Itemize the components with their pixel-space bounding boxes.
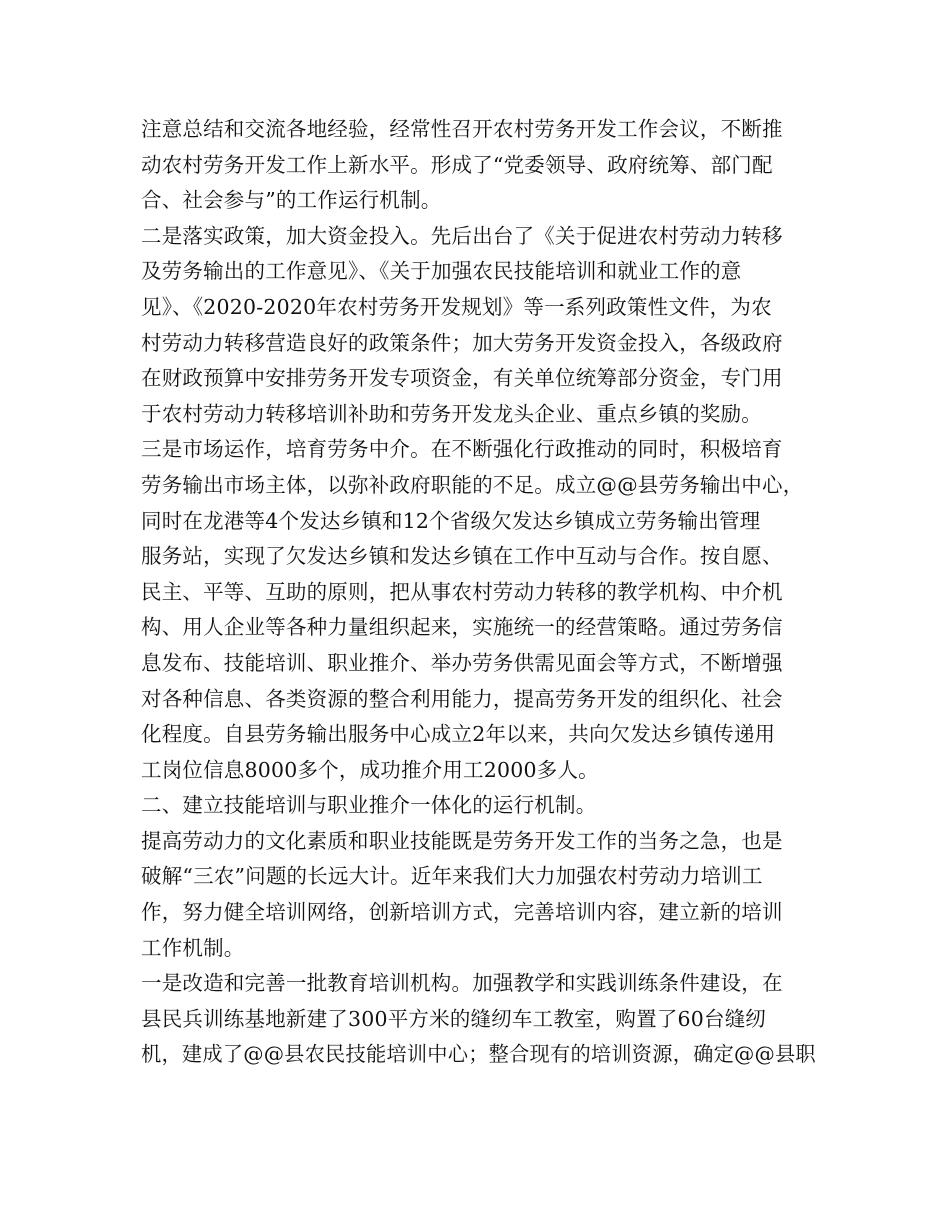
- text-line: 破解“三农”问题的长远大计。近年来我们大力加强农村劳动力培训工: [141, 864, 763, 889]
- text-line: 化程度。自县劳务输出服务中心成立2年以来，共向欠发达乡镇传递用: [141, 722, 776, 747]
- text-line: 构、用人企业等各种力量组织起来，实施统一的经营策略。通过劳务信: [141, 615, 783, 640]
- text-line: 见》、《2020-2020年农村劳务开发规划》等一系列政策性文件，为农: [141, 294, 772, 319]
- text-line: 服务站，实现了欠发达乡镇和发达乡镇在工作中互动与合作。按自愿、: [141, 544, 783, 569]
- text-line: 民主、平等、互助的原则，把从事农村劳动力转移的教学机构、中介机: [141, 579, 783, 604]
- text-line: 及劳务输出的工作意见》、《关于加强农民技能培训和就业工作的意: [141, 259, 742, 284]
- text-line: 村劳动力转移营造良好的政策条件；加大劳务开发资金投入，各级政府: [141, 330, 783, 355]
- text-line: 二是落实政策，加大资金投入。先后出台了《关于促进农村劳动力转移: [141, 223, 783, 248]
- text-line: 二、建立技能培训与职业推介一体化的运行机制。: [141, 793, 597, 818]
- text-line: 县民兵训练基地新建了300平方米的缝纫车工教室，购置了60台缝纫: [141, 1006, 767, 1031]
- text-line: 在财政预算中安排劳务开发专项资金，有关单位统筹部分资金，专门用: [141, 366, 783, 391]
- text-line: 工作机制。: [141, 935, 245, 960]
- text-line: 对各种信息、各类资源的整合利用能力，提高劳务开发的组织化、社会: [141, 686, 783, 711]
- text-line: 动农村劳务开发工作上新水平。形成了“党委领导、政府统筹、部门配: [141, 152, 773, 177]
- text-line: 三是市场运作，培育劳务中介。在不断强化行政推动的同时，积极培育: [141, 437, 783, 462]
- text-line: 注意总结和交流各地经验，经常性召开农村劳务开发工作会议，不断推: [141, 117, 783, 141]
- text-line: 机，建成了@@县农民技能培训中心；整合现有的培训资源，确定@@县职: [141, 1042, 816, 1067]
- document-body: [141, 112, 816, 1073]
- text-line: 一是改造和完善一批教育培训机构。加强教学和实践训练条件建设，在: [141, 971, 783, 996]
- text-line: 提高劳动力的文化素质和职业技能既是劳务开发工作的当务之急，也是: [141, 828, 783, 853]
- text-line: 工岗位信息8000多个，成功推介用工2000多人。: [141, 757, 599, 782]
- text-line: 劳务输出市场主体，以弥补政府职能的不足。成立@@县劳务输出中心，: [141, 472, 804, 497]
- text-line: 同时在龙港等4个发达乡镇和12个省级欠发达乡镇成立劳务输出管理: [141, 508, 761, 533]
- text-line: 息发布、技能培训、职业推介、举办劳务供需见面会等方式，不断增强: [141, 650, 783, 675]
- text-line: 合、社会参与”的工作运行机制。: [141, 188, 442, 213]
- text-line: 作，努力健全培训网络，创新培训方式，完善培训内容，建立新的培训: [141, 900, 783, 925]
- text-line: 于农村劳动力转移培训补助和劳务开发龙头企业、重点乡镇的奖励。: [141, 401, 762, 426]
